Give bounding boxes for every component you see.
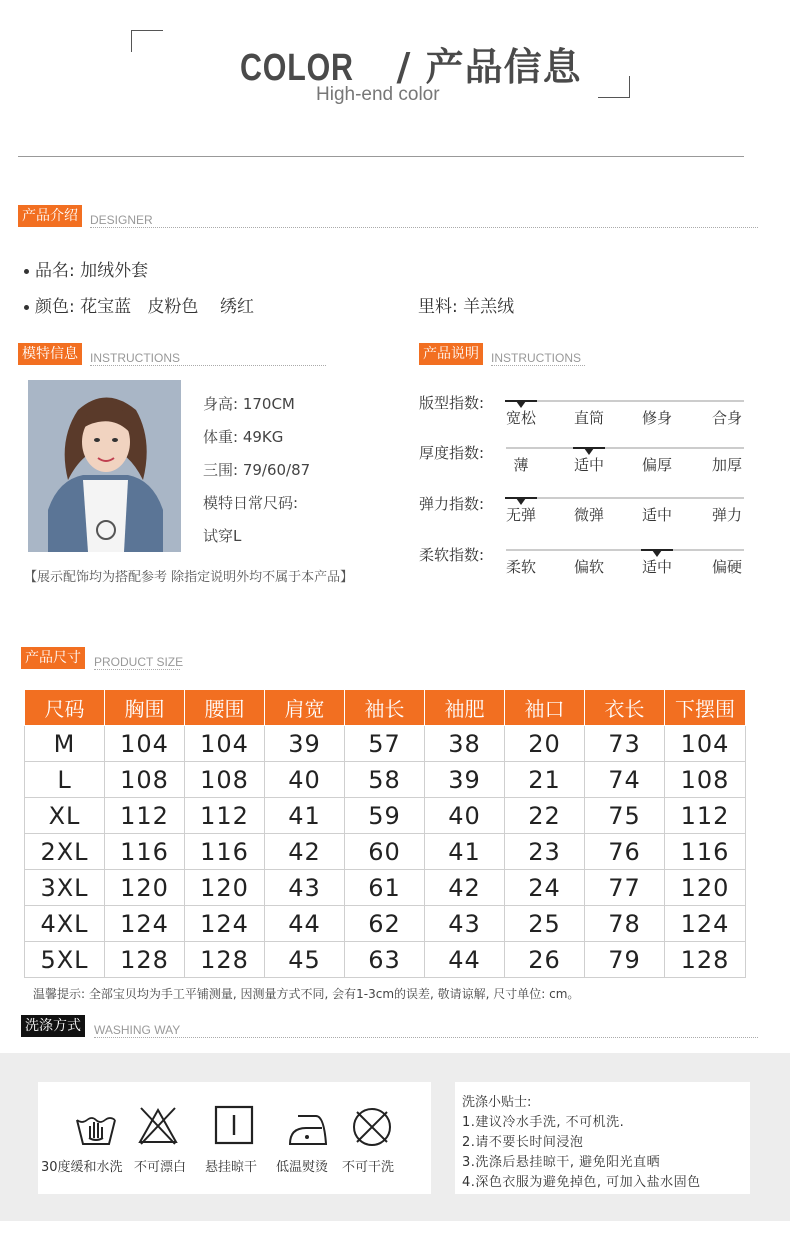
size-value-cell: 40 bbox=[425, 798, 505, 834]
size-value-cell: 42 bbox=[425, 870, 505, 906]
dotted-divider bbox=[90, 227, 758, 228]
section-tag-product-intro bbox=[18, 205, 82, 227]
index-option: 薄 bbox=[513, 456, 529, 474]
size-value-cell: 77 bbox=[585, 870, 665, 906]
size-value-cell: 24 bbox=[505, 870, 585, 906]
table-row bbox=[25, 798, 746, 834]
section-tag-washing bbox=[21, 1015, 85, 1037]
model-weight: 体重: 49KG bbox=[203, 428, 284, 446]
size-value-cell: 45 bbox=[265, 942, 345, 978]
washing-tip: 2.请不要长时间浸泡 bbox=[462, 1135, 584, 1150]
corner-frame-bottom-right bbox=[598, 76, 630, 98]
index-scale-bar bbox=[506, 549, 744, 551]
size-value-cell: 124 bbox=[105, 906, 185, 942]
size-value-cell: 112 bbox=[665, 798, 746, 834]
size-label-cell: XL bbox=[25, 798, 105, 834]
index-label: 版型指数: bbox=[419, 394, 485, 412]
size-value-cell: 39 bbox=[425, 762, 505, 798]
size-value-cell: 20 bbox=[505, 726, 585, 762]
low-iron-icon bbox=[286, 1108, 330, 1150]
tag-en-designer: DESIGNER bbox=[90, 213, 153, 227]
size-label-cell: 4XL bbox=[25, 906, 105, 942]
model-photo bbox=[28, 380, 181, 552]
size-value-cell: 79 bbox=[585, 942, 665, 978]
size-value-cell: 21 bbox=[505, 762, 585, 798]
size-value-cell: 78 bbox=[585, 906, 665, 942]
index-option: 无弹 bbox=[505, 506, 536, 524]
hand-wash-icon bbox=[74, 1106, 118, 1148]
size-value-cell: 112 bbox=[105, 798, 185, 834]
size-value-cell: 63 bbox=[345, 942, 425, 978]
size-value-cell: 41 bbox=[425, 834, 505, 870]
table-row bbox=[25, 906, 746, 942]
size-value-cell: 124 bbox=[185, 906, 265, 942]
tag-label: 产品尺寸 bbox=[21, 647, 85, 669]
tag-en-instructions: INSTRUCTIONS bbox=[491, 351, 581, 365]
size-label-cell: M bbox=[25, 726, 105, 762]
product-color-line bbox=[24, 292, 254, 317]
size-value-cell: 58 bbox=[345, 762, 425, 798]
size-value-cell: 120 bbox=[665, 870, 746, 906]
table-row bbox=[25, 726, 746, 762]
model-daily-size-label: 模特日常尺码: bbox=[203, 494, 299, 512]
size-value-cell: 120 bbox=[185, 870, 265, 906]
wash-label: 30度缓和水洗 bbox=[41, 1160, 123, 1175]
index-scale-bar bbox=[506, 497, 744, 499]
size-tip: 温馨提示: 全部宝贝均为手工平铺测量, 因测量方式不同, 会有1-3cm的误差, 敬请谅解, 尺寸单位: cm。 bbox=[33, 987, 580, 1001]
table-row bbox=[25, 834, 746, 870]
size-value-cell: 75 bbox=[585, 798, 665, 834]
size-value-cell: 39 bbox=[265, 726, 345, 762]
tag-en-product-size: PRODUCT SIZE bbox=[94, 655, 184, 669]
size-value-cell: 25 bbox=[505, 906, 585, 942]
size-header-cell: 袖长 bbox=[345, 690, 425, 726]
size-header-cell: 下摆围 bbox=[665, 690, 746, 726]
wash-label: 不可干洗 bbox=[342, 1160, 395, 1175]
tag-en-washing-way: WASHING WAY bbox=[94, 1023, 181, 1037]
size-value-cell: 112 bbox=[185, 798, 265, 834]
size-value-cell: 116 bbox=[185, 834, 265, 870]
size-header-cell: 肩宽 bbox=[265, 690, 345, 726]
model-illustration bbox=[28, 380, 181, 552]
accessory-disclaimer: 【展示配饰均为搭配参考 除指定说明外均不属于本产品】 bbox=[24, 570, 354, 585]
index-option: 柔软 bbox=[505, 558, 536, 576]
no-bleach-icon bbox=[136, 1104, 180, 1146]
index-option: 宽松 bbox=[505, 409, 536, 427]
size-value-cell: 104 bbox=[665, 726, 746, 762]
size-value-cell: 108 bbox=[185, 762, 265, 798]
size-value-cell: 74 bbox=[585, 762, 665, 798]
size-value-cell: 44 bbox=[425, 942, 505, 978]
wash-label: 低温熨烫 bbox=[276, 1160, 329, 1175]
size-label-cell: L bbox=[25, 762, 105, 798]
index-option: 微弹 bbox=[573, 506, 604, 524]
size-value-cell: 26 bbox=[505, 942, 585, 978]
title-separator: / bbox=[382, 45, 426, 89]
tag-label: 洗涤方式 bbox=[21, 1015, 85, 1037]
size-value-cell: 116 bbox=[105, 834, 185, 870]
index-label: 弹力指数: bbox=[419, 495, 485, 513]
size-header-cell: 腰围 bbox=[185, 690, 265, 726]
index-option: 偏软 bbox=[573, 558, 604, 576]
no-dry-clean-icon bbox=[350, 1106, 394, 1148]
size-value-cell: 73 bbox=[585, 726, 665, 762]
washing-tips-title: 洗涤小贴士: bbox=[462, 1095, 532, 1110]
size-value-cell: 57 bbox=[345, 726, 425, 762]
index-option: 适中 bbox=[641, 558, 672, 576]
model-measurements: 三围: 79/60/87 bbox=[203, 461, 311, 479]
size-table bbox=[24, 689, 746, 978]
size-value-cell: 104 bbox=[105, 726, 185, 762]
size-value-cell: 108 bbox=[105, 762, 185, 798]
index-option: 偏硬 bbox=[711, 558, 742, 576]
section-tag-model-info bbox=[18, 343, 82, 365]
size-value-cell: 59 bbox=[345, 798, 425, 834]
size-header-cell: 袖肥 bbox=[425, 690, 505, 726]
bullet-icon bbox=[24, 305, 29, 310]
size-value-cell: 120 bbox=[105, 870, 185, 906]
size-value-cell: 62 bbox=[345, 906, 425, 942]
size-value-cell: 40 bbox=[265, 762, 345, 798]
bullet-icon bbox=[24, 269, 29, 274]
page-subtitle: High-end color bbox=[316, 84, 440, 105]
tag-label: 模特信息 bbox=[18, 343, 82, 365]
size-value-cell: 104 bbox=[185, 726, 265, 762]
table-row bbox=[25, 870, 746, 906]
header-divider bbox=[18, 156, 744, 157]
size-header-cell: 胸围 bbox=[105, 690, 185, 726]
size-value-cell: 76 bbox=[585, 834, 665, 870]
size-value-cell: 42 bbox=[265, 834, 345, 870]
index-option: 修身 bbox=[641, 409, 672, 427]
dotted-divider bbox=[94, 1037, 758, 1038]
dotted-divider bbox=[90, 365, 326, 366]
wash-label: 不可漂白 bbox=[134, 1160, 187, 1175]
tag-label: 产品说明 bbox=[419, 343, 483, 365]
product-name-line bbox=[24, 256, 148, 281]
page-title bbox=[240, 36, 582, 91]
index-option: 适中 bbox=[641, 506, 672, 524]
section-tag-product-desc bbox=[419, 343, 483, 365]
section-tag-size bbox=[21, 647, 85, 669]
size-table-header bbox=[25, 690, 746, 726]
size-value-cell: 22 bbox=[505, 798, 585, 834]
dotted-divider bbox=[94, 669, 180, 670]
product-colors: 颜色: 花宝蓝 皮粉色 绣红 bbox=[35, 297, 254, 317]
table-row bbox=[25, 942, 746, 978]
title-cn: 产品信息 bbox=[425, 45, 582, 89]
size-value-cell: 116 bbox=[665, 834, 746, 870]
size-header-cell: 袖口 bbox=[505, 690, 585, 726]
size-value-cell: 43 bbox=[425, 906, 505, 942]
corner-frame-top-left bbox=[131, 30, 163, 52]
index-label: 柔软指数: bbox=[419, 546, 485, 564]
index-label: 厚度指数: bbox=[419, 444, 485, 462]
hang-dry-icon bbox=[212, 1104, 256, 1146]
index-option: 合身 bbox=[711, 409, 742, 427]
size-header-cell: 尺码 bbox=[25, 690, 105, 726]
title-en: COLOR bbox=[240, 47, 354, 89]
washing-tip: 4.深色衣服为避免掉色, 可加入盐水固色 bbox=[462, 1175, 701, 1190]
size-value-cell: 61 bbox=[345, 870, 425, 906]
size-value-cell: 128 bbox=[665, 942, 746, 978]
model-height: 身高: 170CM bbox=[203, 395, 295, 413]
size-label-cell: 5XL bbox=[25, 942, 105, 978]
size-table-body bbox=[25, 726, 746, 978]
table-row bbox=[25, 762, 746, 798]
size-value-cell: 128 bbox=[185, 942, 265, 978]
size-header-cell: 衣长 bbox=[585, 690, 665, 726]
product-name: 品名: 加绒外套 bbox=[35, 261, 149, 281]
tag-en-instructions: INSTRUCTIONS bbox=[90, 351, 180, 365]
washing-tip: 1.建议冷水手洗, 不可机洗. bbox=[462, 1115, 625, 1130]
index-option: 适中 bbox=[573, 456, 604, 474]
size-value-cell: 38 bbox=[425, 726, 505, 762]
tag-label: 产品介绍 bbox=[18, 205, 82, 227]
washing-tip: 3.洗涤后悬挂晾干, 避免阳光直晒 bbox=[462, 1155, 661, 1170]
dotted-divider bbox=[491, 365, 585, 366]
index-option: 直筒 bbox=[573, 409, 604, 427]
size-value-cell: 108 bbox=[665, 762, 746, 798]
model-tried-size: 试穿L bbox=[203, 527, 242, 545]
index-option: 弹力 bbox=[711, 506, 742, 524]
size-label-cell: 3XL bbox=[25, 870, 105, 906]
index-scale-bar bbox=[506, 400, 744, 402]
size-label-cell: 2XL bbox=[25, 834, 105, 870]
size-value-cell: 43 bbox=[265, 870, 345, 906]
size-value-cell: 60 bbox=[345, 834, 425, 870]
wash-label: 悬挂晾干 bbox=[205, 1160, 258, 1175]
index-option: 加厚 bbox=[711, 456, 742, 474]
size-value-cell: 124 bbox=[665, 906, 746, 942]
size-value-cell: 44 bbox=[265, 906, 345, 942]
index-option: 偏厚 bbox=[641, 456, 672, 474]
size-value-cell: 23 bbox=[505, 834, 585, 870]
index-scale-bar bbox=[506, 447, 744, 449]
size-value-cell: 128 bbox=[105, 942, 185, 978]
size-value-cell: 41 bbox=[265, 798, 345, 834]
product-fabric: 里料: 羊羔绒 bbox=[418, 297, 515, 317]
